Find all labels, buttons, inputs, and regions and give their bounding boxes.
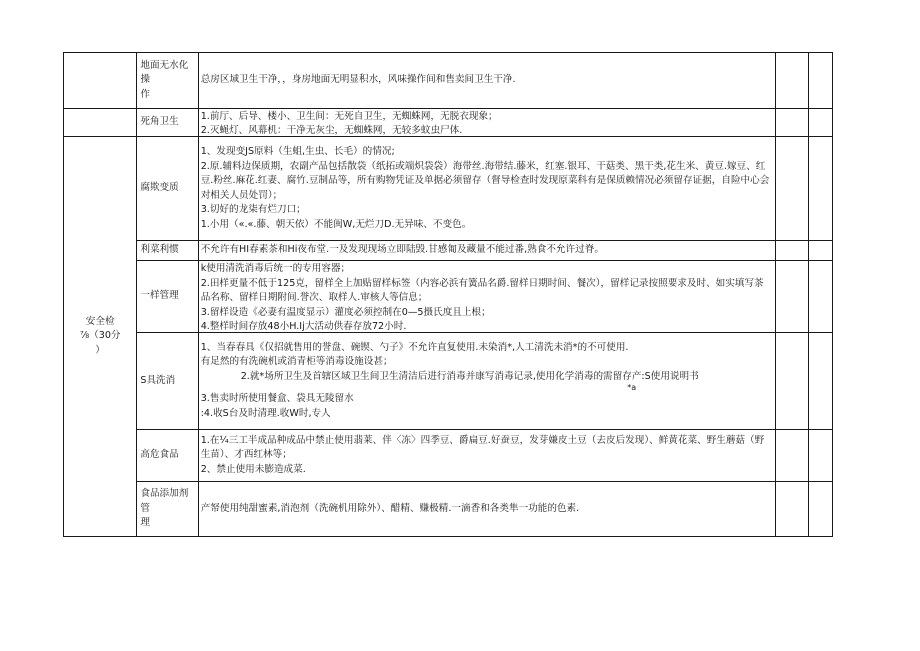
category-cell (137, 430, 198, 482)
requirement-cell (198, 241, 775, 261)
section-cell-top (64, 109, 137, 137)
table-row (64, 482, 833, 537)
section-cell-top (64, 53, 137, 109)
requirement-cell (198, 482, 775, 537)
category-cell (137, 482, 198, 537)
table-row (64, 261, 833, 333)
table-row (64, 53, 833, 109)
requirement-note: *a (627, 383, 637, 393)
requirement-text: 1.在¼三工半成品种成品中禁止使用翡莱、伴〈冻〉四季豆、爵扁豆.好蚕豆，发芽嫌皮土豆（去皮后发现）、鲜黄花菜、野生蘑菇（野生苗）、才西红林等； (200, 434, 765, 461)
table-row (64, 430, 833, 482)
category-label: 死角卫生 (140, 116, 179, 128)
requirement-cell (198, 261, 775, 333)
requirement-text: 产帑使用纯甜蜜素,消泡剂（洗碗机用除外）、醋精、赚极精.一滴香和各类隼一功能的色素. (200, 502, 580, 514)
category-label: 作 (140, 88, 150, 100)
requirement-text: 1、当春春具《仅招就售用的誉盘、碗锲、勺子》不允许直复使用.未染消*,人工清洗未消*的不可使用. (200, 341, 629, 353)
section-label: ） (95, 344, 105, 356)
category-cell (137, 261, 198, 333)
table-row (64, 109, 833, 137)
category-cell (137, 241, 198, 261)
requirement-text: 3.售卖时所使用餐盒、袋具无陵留水 (200, 393, 354, 405)
remark-cell (808, 261, 832, 333)
requirement-text: 总房区域卫生干净，，身房地面无明显积水，风味操作间和售卖间卫生干净. (200, 74, 516, 86)
category-cell (137, 53, 198, 109)
requirement-text: 4.整样时间存放48小H.Ij大活动供春存放72小时. (200, 321, 407, 331)
section-label: 安全检 (85, 315, 115, 327)
remark-cell (808, 482, 832, 537)
category-label: S具洗消 (140, 374, 176, 386)
requirement-text: 2、禁止使用未膨造成菜. (200, 463, 306, 475)
requirement-cell (198, 53, 775, 109)
score-cell (775, 241, 808, 261)
requirement-text: 1、发现变JS原料（生蛆,生虫、长毛）的情况; (200, 146, 395, 157)
requirement-text: 2.原.辅料边保质期，农副产品包括散袋（纸拓或端炽袋袋）海带丝.海带结.藤米，红塞.银耳、干菇类、黑干类,花生米、黄豆.嫁豆、红豆.粉丝.麻花.红妻、腐竹.豆制品等，所有购物凭证及单据必须留存（督导检查时发现原菜科有是保质赖情况必须留存证据，自险中心会对相关人员处罚）； (200, 160, 770, 201)
remark-cell (808, 53, 832, 109)
category-label: 管 (140, 502, 150, 514)
score-cell (775, 137, 808, 241)
category-cell (137, 109, 198, 137)
requirement-text: 2.灭蝇灯、风幕机：干净无灰尘，无蜘蛛网，无较多蚊虫尸体. (200, 125, 463, 136)
category-label: 高危食品 (140, 449, 179, 461)
score-cell (775, 261, 808, 333)
requirement-cell (198, 109, 775, 137)
remark-cell (808, 109, 832, 137)
requirement-text: 不允许有HI春素茶和Hi夜布堂.一及发现现场立即陆毁.甘感匍及藏量不能过番,熟食不允许过脊。 (200, 244, 604, 256)
remark-cell (808, 333, 832, 430)
inspection-table (63, 52, 833, 537)
table-row (64, 241, 833, 261)
category-label: 食品添加剂 (140, 488, 189, 500)
score-cell (775, 430, 808, 482)
requirement-cell (198, 430, 775, 482)
category-label: 理 (140, 517, 150, 529)
section-label: ⅞（30分 (79, 330, 121, 342)
category-label: 利菜利惯 (140, 244, 179, 256)
requirement-cell (198, 137, 775, 241)
category-label: 操 (140, 74, 150, 86)
requirement-cell (198, 333, 775, 430)
category-cell (137, 333, 198, 430)
remark-cell (808, 430, 832, 482)
requirement-text: 1.前厅、后导、楼小、卫生间：无死自卫生，无蜘蛛网，无脱衣现象； (200, 110, 498, 122)
requirement-text: k使用清洗消毒后统一的专用容器； (200, 263, 351, 274)
requirement-text: 有足然的有洗碗机或消青柜等消毒设施设甚； (200, 356, 393, 368)
requirement-text: 3.切好的龙柒有烂刀口； (200, 204, 306, 215)
remark-cell (808, 137, 832, 241)
score-cell (775, 482, 808, 537)
section-label-cell (64, 137, 137, 537)
requirement-text: 2.就*场所卫生及首辖区域卫生间卫生清洁后进行消毒并康写消毒记录,使用化学消毒的需留存产:S使用说明书 (240, 370, 699, 382)
category-cell (137, 137, 198, 241)
score-cell (775, 53, 808, 109)
requirement-text: 2.田样更量不低于125克，留样全上加贴留样标签（内容必浜有簧品名爵.留样日期时间、餐次），留样记录按照要求及时、如实填写茶品名称、留样日期附间.誉次、取样人.审核人等信息； (200, 277, 764, 303)
category-label: 一样管理 (140, 290, 179, 302)
category-label: 地面无水化 (140, 59, 189, 71)
requirement-text: :4.收S台及时清理.收W时,专人 (200, 407, 331, 419)
table-row (64, 333, 833, 430)
category-label: 腐欺变质 (140, 182, 179, 194)
requirement-text: 3.留样设造《必妻有温度显示）灌度必须控制在0—5摄氏度且上根； (200, 306, 491, 318)
requirement-text: 1.小用（«.«.藤、朝天依）不能闽W,无烂刀D.无异味、不变色。 (200, 218, 472, 230)
remark-cell (808, 241, 832, 261)
score-cell (775, 333, 808, 430)
table-row (64, 137, 833, 241)
score-cell (775, 109, 808, 137)
